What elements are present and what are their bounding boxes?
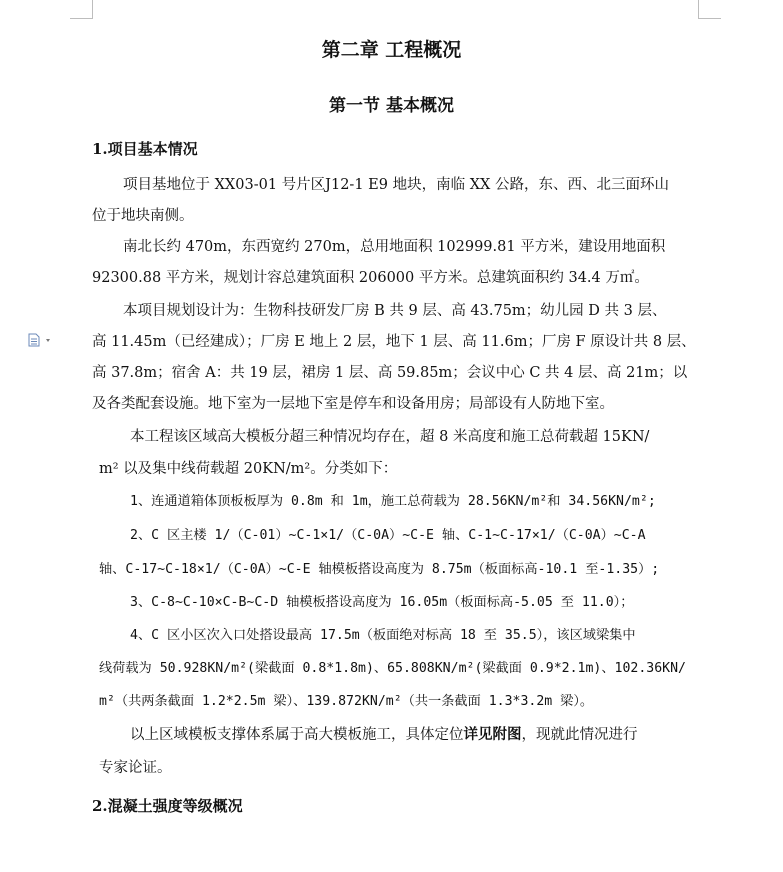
chapter-title: 第二章 工程概况 bbox=[321, 39, 462, 61]
page-corner-mark-left bbox=[70, 0, 93, 19]
section-title: 第一节 基本概况 bbox=[329, 96, 454, 116]
paragraph-1-line-1: 项目基地位于 XX03-01 号片区J12-1 E9 地块，南临 XX 公路，东、西、北三面环山 bbox=[123, 177, 669, 193]
see-attachment-text: 详见附图 bbox=[463, 726, 522, 743]
document-options-icon[interactable] bbox=[28, 333, 54, 347]
paragraph-1-line-2: 位于地块南侧。 bbox=[92, 208, 194, 224]
list-item-1: 1、连通道箱体顶板板厚为 0.8m 和 1m，施工总荷载为 28.56KN/m²和 34.56KN/m²; bbox=[130, 494, 656, 509]
paragraph-5-line-1 bbox=[130, 725, 638, 745]
paragraph-3-line-2: 高 11.45m（已经建成）；厂房 E 地上 2 层，地下 1 层、高 11.6m；厂房 F 原设计共 8 层、 bbox=[92, 334, 696, 350]
paragraph-3-line-1: 本项目规划设计为：生物科技研发厂房 B 共 9 层、高 43.75m；幼儿园 D 共 3 层、 bbox=[123, 303, 667, 319]
list-item-2-line-1: 2、C 区主楼 1/（C-01）~C-1×1/（C-0A）~C-E 轴、C-1~C-17×1/（C-0A）~C-A bbox=[130, 528, 646, 543]
section-1-heading: 1.项目基本情况 bbox=[92, 140, 198, 158]
list-item-4-line-3: m²（共两条截面 1.2*2.5m 梁）、139.872KN/m²（共一条截面 1.3*3.2m 梁）。 bbox=[99, 694, 594, 709]
paragraph-2-line-1: 南北长约 470m，东西宽约 270m，总用地面积 102999.81 平方米，建设用地面积 bbox=[123, 239, 666, 255]
section-2-heading: 2.混凝土强度等级概况 bbox=[92, 797, 243, 815]
list-item-4-line-1: 4、C 区小区次入口处搭设最高 17.5m（板面绝对标高 18 至 35.5），该区域梁集中 bbox=[130, 628, 636, 643]
paragraph-4-line-2: m² 以及集中线荷载超 20KN/m²。分类如下： bbox=[99, 461, 398, 477]
page-corner-mark-right bbox=[698, 0, 721, 19]
paragraph-5-text-a: 以上区域模板支撑体系属于高大模板施工，具体定位 bbox=[130, 727, 464, 743]
list-item-3: 3、C-8~C-10×C-B~C-D 轴模板搭设高度为 16.05m（板面标高-5.05 至 11.0）； bbox=[130, 595, 634, 610]
paragraph-4-line-1: 本工程该区域高大模板分超三种情况均存在，超 8 米高度和施工总荷载超 15KN/ bbox=[130, 429, 650, 445]
paragraph-3-line-3: 高 37.8m；宿舍 A：共 19 层，裙房 1 层、高 59.85m；会议中心 C 共 4 层、高 21m；以 bbox=[92, 365, 688, 381]
paragraph-5-text-b: ，现就此情况进行 bbox=[521, 727, 638, 743]
list-item-2-line-2: 轴、C-17~C-18×1/（C-0A）~C-E 轴模板搭设高度为 8.75m（板面标高-10.1 至-1.35）; bbox=[99, 562, 660, 577]
paragraph-3-line-4: 及各类配套设施。地下室为一层地下室是停车和设备用房；局部设有人防地下室。 bbox=[92, 396, 614, 412]
list-item-4-line-2: 线荷载为 50.928KN/m²(梁截面 0.8*1.8m)、65.808KN/m²(梁截面 0.9*2.1m)、102.36KN/ bbox=[99, 661, 686, 676]
paragraph-5-line-2: 专家论证。 bbox=[99, 760, 172, 776]
paragraph-2-line-2: 92300.88 平方米，规划计容总建筑面积 206000 平方米。总建筑面积约 34.4 万㎡。 bbox=[92, 270, 649, 286]
